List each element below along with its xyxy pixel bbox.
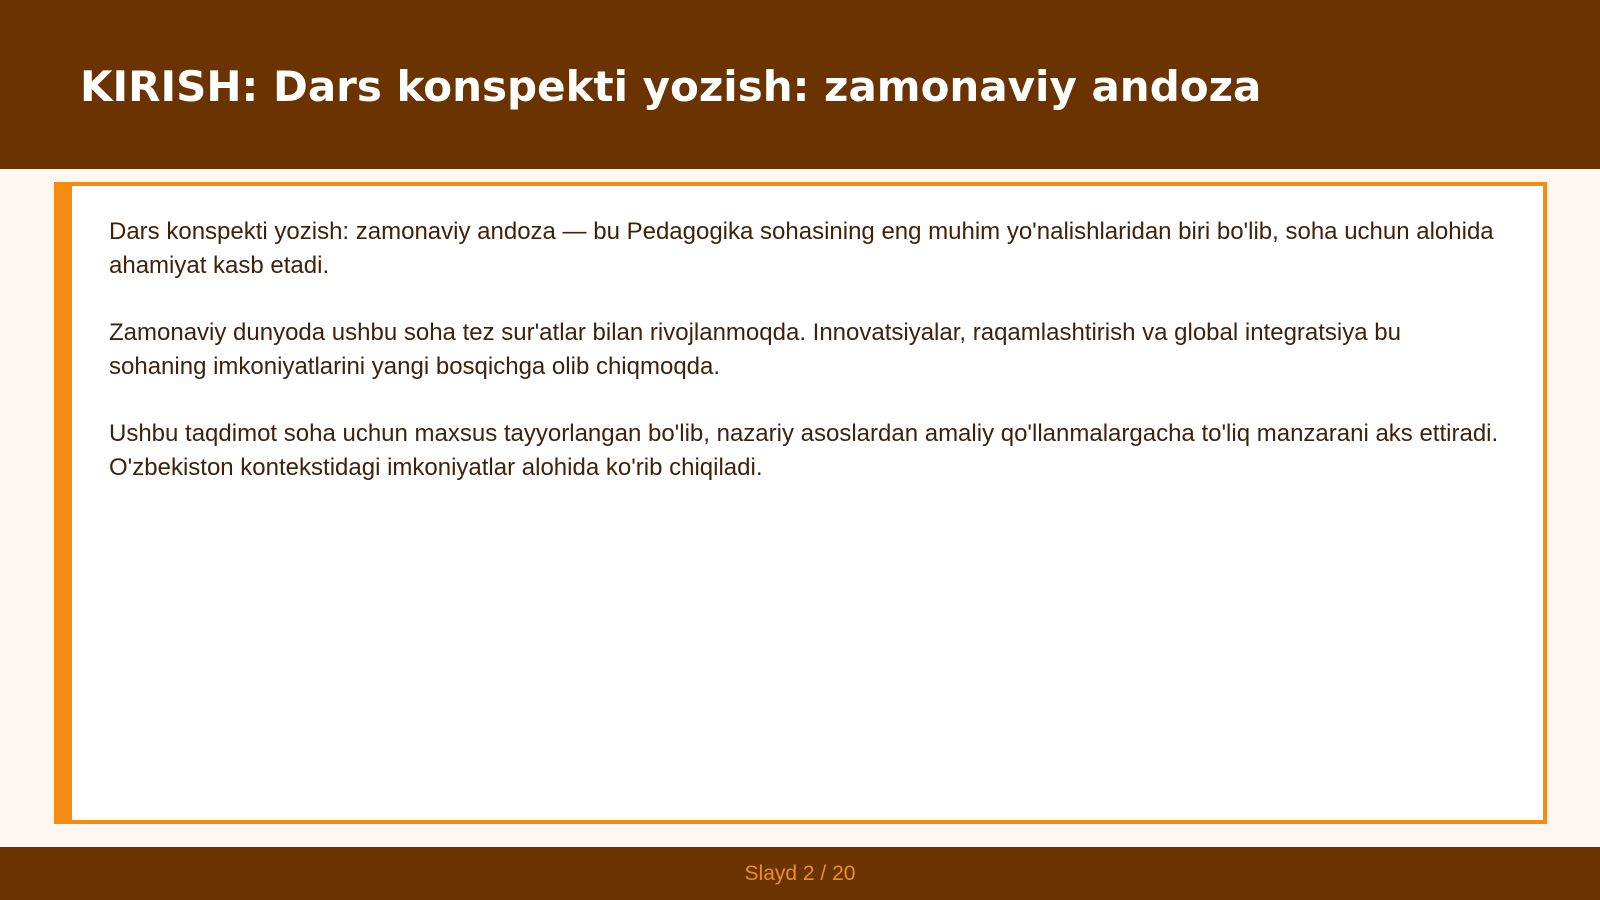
- slide-footer-bar: [0, 847, 1600, 900]
- introduction-paragraph: Dars konspekti yozish: zamonaviy andoza — bu Pedagogika sohasining eng muhim yo'nalishlaridan biri bo'lib, soha uchun alohida ahamiyat kasb etadi.: [109, 218, 1494, 279]
- slide-content-card: [54, 182, 1547, 824]
- slide-title: KIRISH: Dars konspekti yozish: zamonaviy andoza: [80, 62, 1262, 111]
- slide-title-bar: [0, 0, 1600, 169]
- slide-counter: Slayd 2 / 20: [744, 862, 856, 885]
- presentation-paragraph: Ushbu taqdimot soha uchun maxsus tayyorlangan bo'lib, nazariy asoslardan amaliy qo'llanmalargacha to'liq manzarani aks ettiradi. O'zbekiston kontekstidagi imkoniyatlar alohida ko'rib chiqiladi.: [109, 420, 1499, 481]
- development-paragraph: Zamonaviy dunyoda ushbu soha tez sur'atlar bilan rivojlanmoqda. Innovatsiyalar, raqamlashtirish va global integratsiya bu sohaning imkoniyatlarini yangi bosqichga olib chiqmoqda.: [109, 319, 1401, 380]
